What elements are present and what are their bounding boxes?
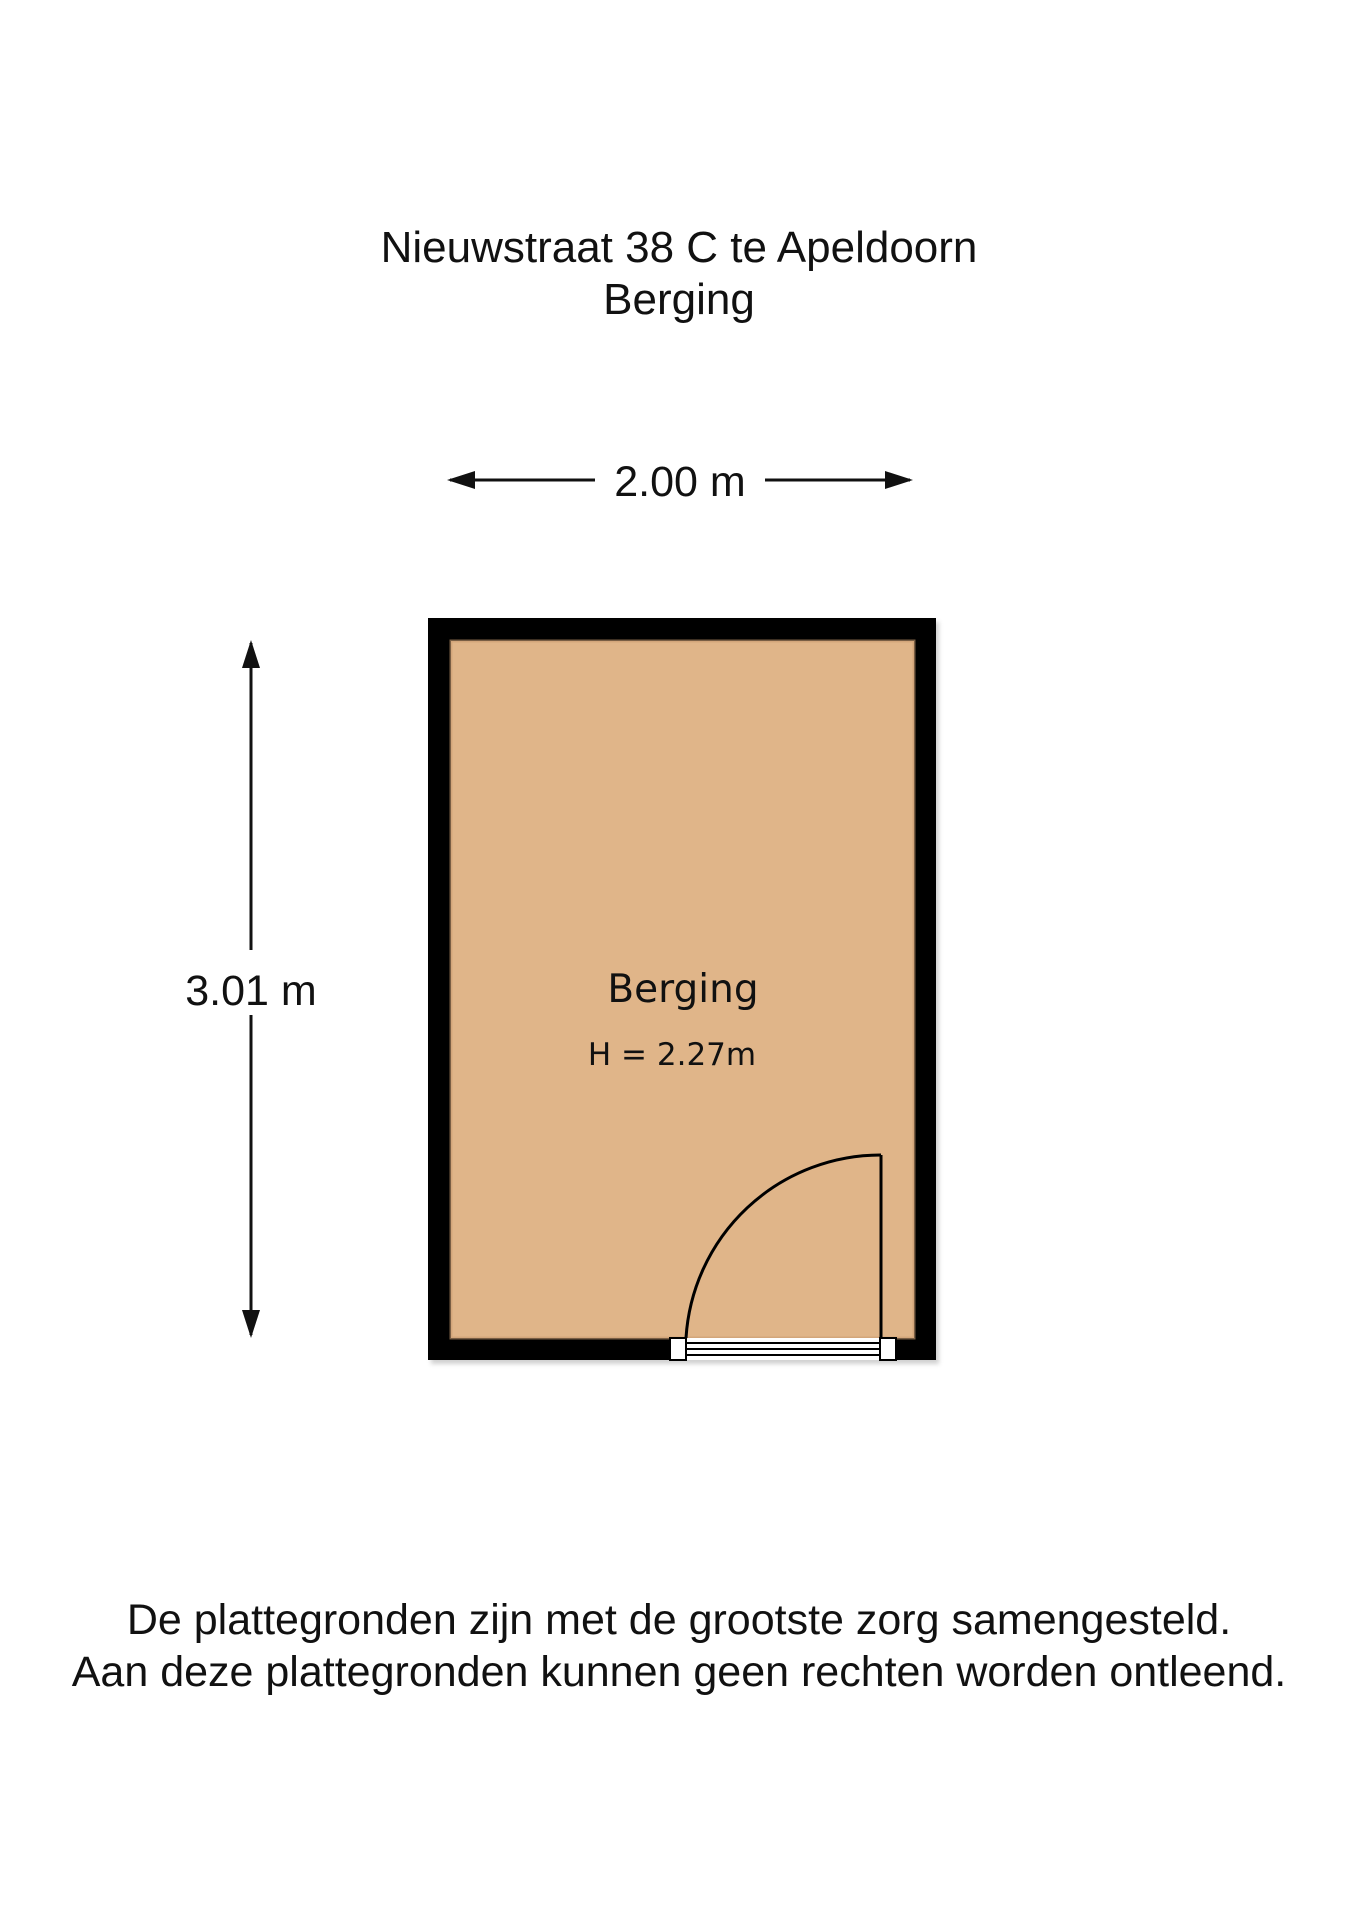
- disclaimer-line-1: De plattegronden zijn met de grootste zorg samengesteld.: [126, 1596, 1232, 1644]
- plan-title-floor: Berging: [603, 275, 755, 324]
- room-name-label: Berging: [607, 967, 759, 1012]
- disclaimer-line-2: Aan deze plattegronden kunnen geen rechten worden ontleend.: [71, 1648, 1287, 1696]
- width-dimension-label: 2.00 m: [614, 458, 746, 506]
- door-jamb-right: [880, 1338, 896, 1360]
- arrow-up-icon: [242, 640, 260, 668]
- arrow-down-icon: [242, 1310, 260, 1338]
- plan-title-address: Nieuwstraat 38 C te Apeldoorn: [380, 223, 978, 272]
- height-dimension: [185, 640, 316, 1338]
- arrow-left-icon: [447, 471, 475, 489]
- room-berging: [428, 618, 939, 1364]
- room-height-label: H = 2.27m: [587, 1037, 757, 1073]
- door-jamb-left: [670, 1338, 686, 1360]
- arrow-right-icon: [885, 471, 913, 489]
- height-dimension-label: 3.01 m: [185, 967, 317, 1015]
- width-dimension: [447, 458, 913, 506]
